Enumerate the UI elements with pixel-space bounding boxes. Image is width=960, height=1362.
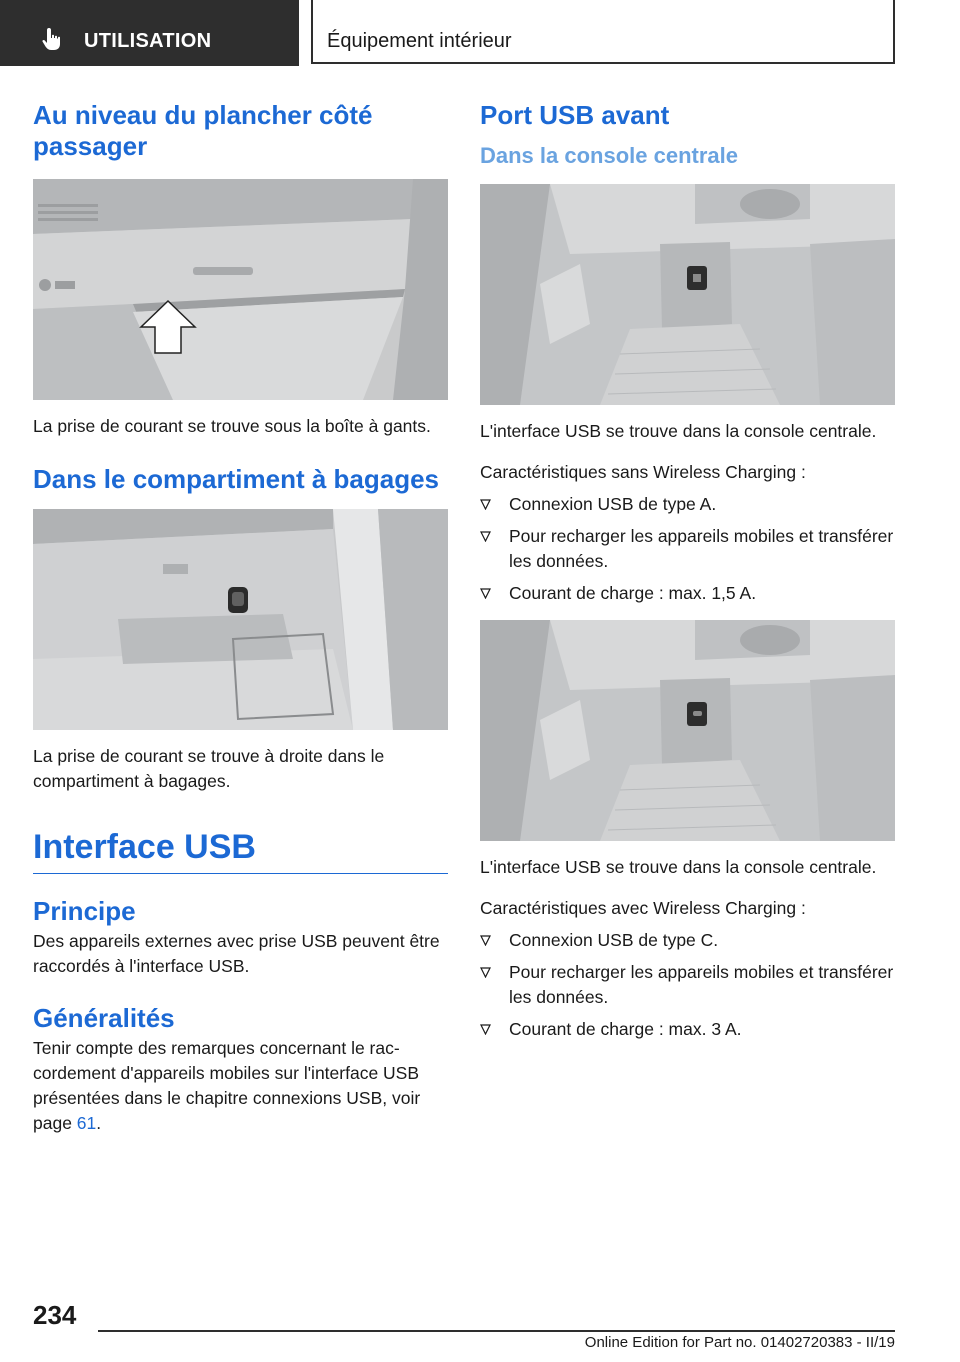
- hand-pointer-icon: [40, 26, 66, 52]
- console-usb-c-illustration: [480, 620, 895, 841]
- general-text-body: Tenir compte des remarques concernant le raccordement d'appareils mobiles sur l'interface USB présentées dans le chapitre connexions USB, voir page: [33, 1038, 421, 1133]
- heading-usb-interface: Interface USB: [33, 827, 448, 874]
- left-column: [33, 100, 448, 1136]
- trunk-caption: La prise de courant se trouve à droite dans le compartiment à bagages.: [33, 746, 385, 791]
- list-item-text: Pour recharger les appareils mobiles et transférer les données.: [509, 962, 894, 1007]
- page-number: 234: [33, 1300, 77, 1330]
- list-item: [480, 581, 895, 606]
- glovebox-illustration: [33, 179, 448, 400]
- heading-front-usb-port: Port USB avant: [480, 100, 670, 130]
- triangle-bullet-icon: [480, 531, 491, 542]
- heading-center-console: Dans la console centrale: [480, 143, 738, 168]
- page-link[interactable]: 61: [76, 1113, 97, 1133]
- edition-note: Online Edition for Part no. 01402720383 - II/19: [584, 1334, 895, 1351]
- triangle-bullet-icon: [480, 967, 491, 978]
- section-tab[interactable]: [0, 0, 299, 66]
- features-1-title: Caractéristiques sans Wireless Charging :: [480, 462, 806, 482]
- console-caption-2: L'interface USB se trouve dans la console centrale.: [480, 857, 877, 877]
- heading-trunk: Dans le compartiment à bagages: [33, 464, 440, 494]
- heading-general: Généralités: [33, 1003, 175, 1033]
- list-item-text: Courant de charge : max. 1,5 A.: [509, 583, 757, 603]
- chapter-tab: [311, 0, 895, 64]
- glovebox-caption: La prise de courant se trouve sous la boîte à gants.: [33, 416, 431, 436]
- list-item-text: Connexion USB de type C.: [509, 930, 719, 950]
- section-title: UTILISATION: [84, 30, 212, 52]
- heading-passenger-floor: Au niveau du plancher côté passager: [33, 100, 373, 161]
- triangle-bullet-icon: [480, 935, 491, 946]
- principle-text: Des appareils externes avec prise USB peuvent être raccordés à l'interface USB.: [33, 931, 440, 976]
- list-item-text: Pour recharger les appareils mobiles et transférer les données.: [509, 526, 894, 571]
- right-column: [480, 100, 895, 1049]
- features-2-title: Caractéristiques avec Wireless Charging :: [480, 898, 806, 918]
- chapter-title: Équipement intérieur: [327, 30, 512, 52]
- console-usb-a-illustration: [480, 184, 895, 405]
- trunk-illustration: [33, 509, 448, 730]
- features-1-list: [480, 492, 895, 606]
- heading-principle: Principe: [33, 896, 136, 926]
- page-header: [0, 0, 960, 66]
- general-text: [33, 1036, 448, 1136]
- general-text-end: .: [96, 1113, 102, 1133]
- triangle-bullet-icon: [480, 1024, 491, 1035]
- list-item-text: Connexion USB de type A.: [509, 494, 717, 514]
- list-item: [480, 524, 895, 574]
- list-item: [480, 960, 895, 1010]
- list-item-text: Courant de charge : max. 3 A.: [509, 1019, 742, 1039]
- triangle-bullet-icon: [480, 499, 491, 510]
- triangle-bullet-icon: [480, 588, 491, 599]
- footer-divider: [98, 1330, 895, 1332]
- features-2-list: [480, 928, 895, 1042]
- console-caption-1: L'interface USB se trouve dans la console centrale.: [480, 421, 877, 441]
- list-item: [480, 1017, 895, 1042]
- list-item: [480, 928, 895, 953]
- list-item: [480, 492, 895, 517]
